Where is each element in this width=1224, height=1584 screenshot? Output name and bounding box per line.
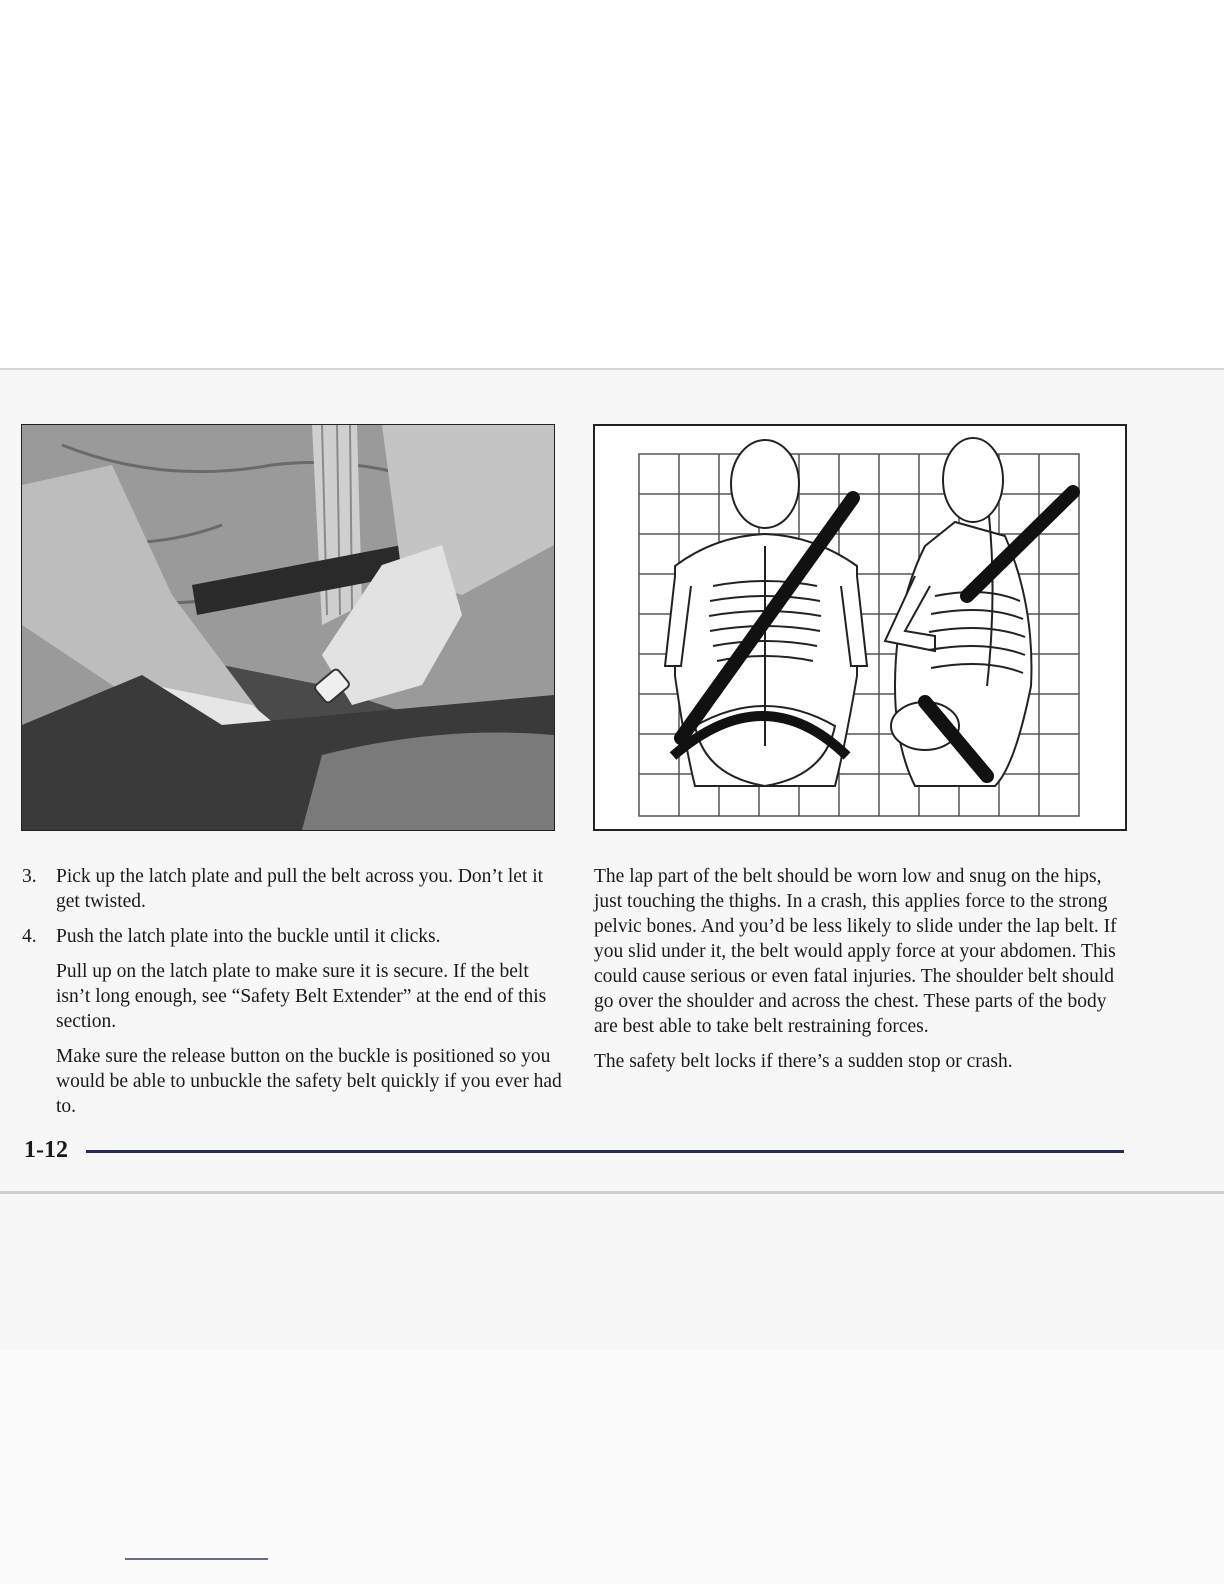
skeleton-grid-drawing bbox=[595, 426, 1125, 829]
page-number: 1-12 bbox=[24, 1137, 68, 1163]
lap-belt-paragraph: The lap part of the belt should be worn low and snug on the hips, just touching the thighs. In a crash, this applies force to the strong pelvic bones. And you’d be less likely to slide under the lap belt. If you slid under it, the belt would apply force at your abdomen. This could cause serious or even fatal injuries. The shoulder belt should go over the shoulder and across the chest. These parts of the body are best able to take belt restraining forces. bbox=[594, 866, 1117, 1037]
step-text: Push the latch plate into the buckle until it clicks. bbox=[56, 926, 441, 947]
bottom-rule bbox=[125, 1558, 268, 1560]
left-column bbox=[22, 864, 562, 1129]
step-3 bbox=[22, 864, 562, 914]
footer-rule bbox=[86, 1150, 1124, 1153]
release-button-paragraph: Make sure the release button on the buckle is positioned so you would be able to unbuckle the safety belt quickly if you ever had to. bbox=[56, 1046, 562, 1117]
lower-margin bbox=[0, 1350, 1224, 1584]
step-text: Pick up the latch plate and pull the belt across you. Don’t let it get twisted. bbox=[56, 866, 544, 912]
belt-position-diagram bbox=[593, 424, 1127, 831]
scan-edge-top bbox=[0, 368, 1224, 370]
step-4 bbox=[22, 924, 562, 949]
step-number: 3. bbox=[22, 866, 37, 887]
belt-locks-paragraph: The safety belt locks if there’s a sudden stop or crash. bbox=[594, 1051, 1013, 1072]
top-margin bbox=[0, 0, 1224, 370]
scan-edge-bottom bbox=[0, 1191, 1224, 1194]
buckling-belt-illustration bbox=[21, 424, 555, 831]
step-number: 4. bbox=[22, 926, 37, 947]
latch-secure-paragraph: Pull up on the latch plate to make sure it is secure. If the belt isn’t long enough, see “Safety Belt Extender” at the end of this section. bbox=[56, 961, 547, 1032]
right-column bbox=[594, 864, 1124, 1084]
buckling-belt-drawing bbox=[22, 425, 554, 830]
